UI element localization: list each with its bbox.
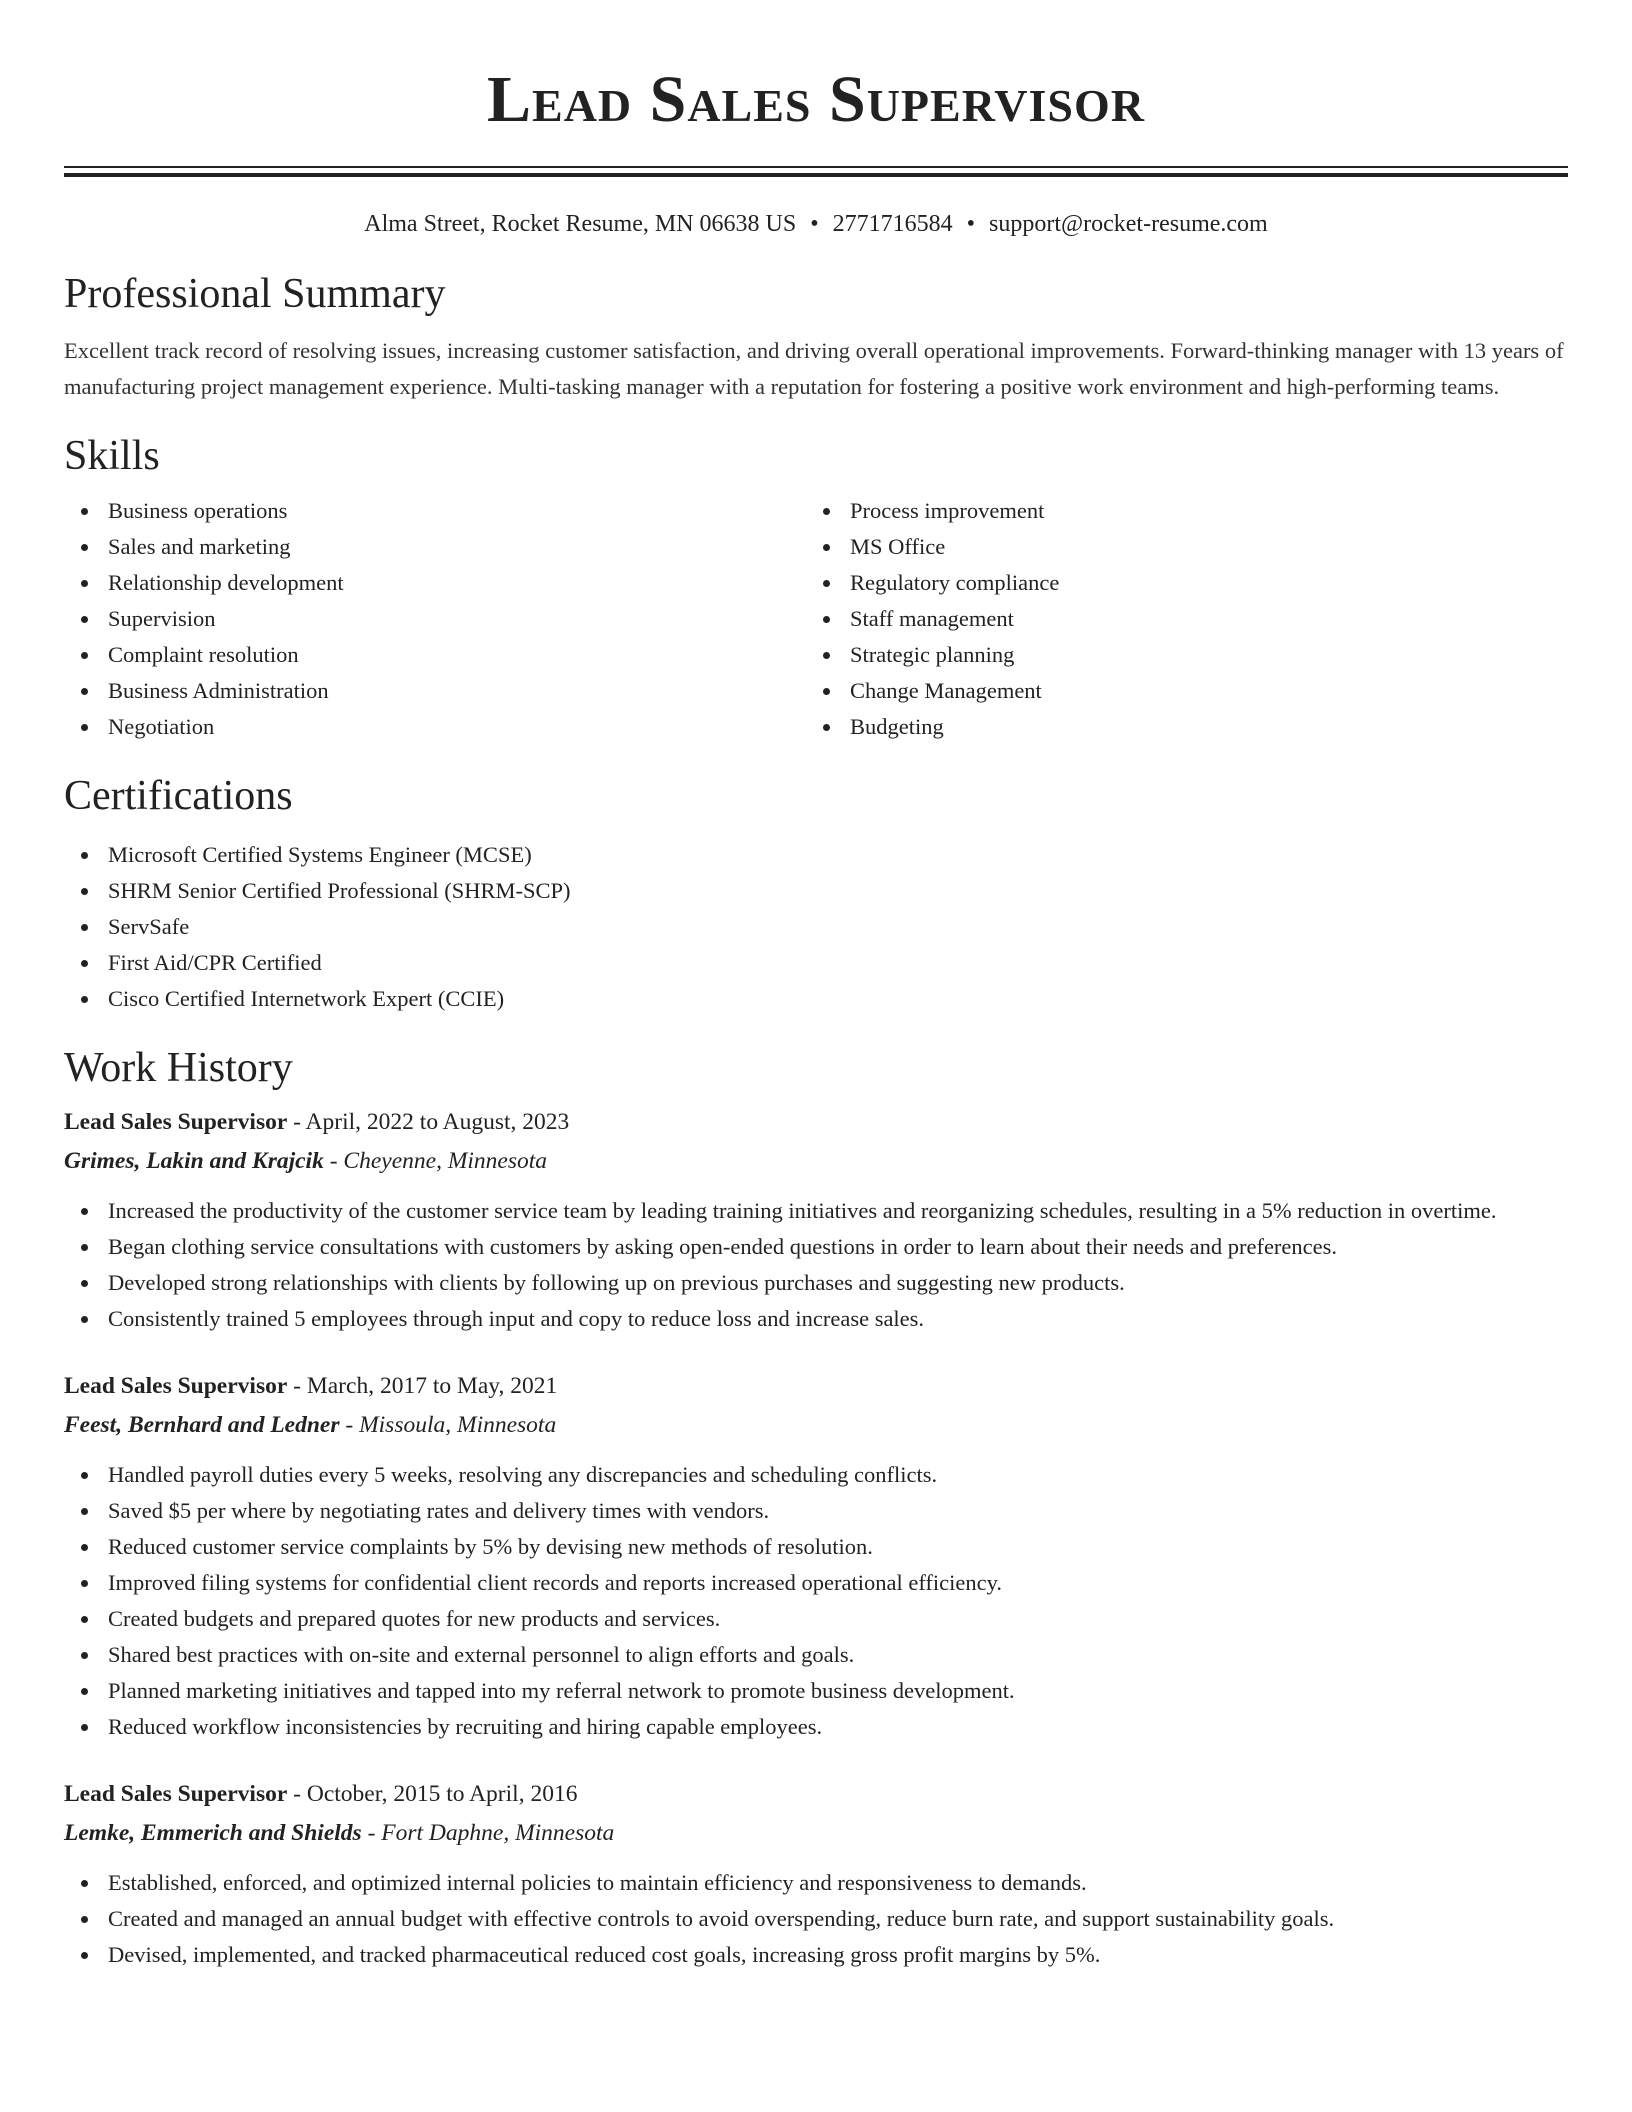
resume-page xyxy=(64,0,1568,1973)
header-rule-thick xyxy=(64,173,1568,177)
contact-phone: 2771716584 xyxy=(832,211,953,237)
certification-item: First Aid/CPR Certified xyxy=(64,945,1568,981)
skills-columns xyxy=(64,493,1568,745)
job-company: Grimes, Lakin and Krajcik xyxy=(64,1148,324,1174)
skills-list-left xyxy=(64,493,806,745)
contact-email[interactable]: support@rocket-resume.com xyxy=(989,211,1268,237)
skill-item: Staff management xyxy=(806,601,1548,637)
summary-heading: Professional Summary xyxy=(64,271,446,317)
skill-item: Negotiation xyxy=(64,709,806,745)
job-duty-item: Established, enforced, and optimized internal policies to maintain efficiency and responsiveness to demands. xyxy=(64,1865,1568,1901)
job-company: Feest, Bernhard and Ledner xyxy=(64,1412,340,1438)
work-history-heading: Work History xyxy=(64,1045,293,1091)
job-entry xyxy=(64,1367,1568,1745)
skill-item: Budgeting xyxy=(806,709,1548,745)
skill-item: Relationship development xyxy=(64,565,806,601)
summary-text: Excellent track record of resolving issues, increasing customer satisfaction, and driving overall operational improvements. Forward-thinking manager with 13 years of manufacturing project management experience. Multi-tasking manager with a reputation for fostering a positive work environment and high-performing teams. xyxy=(64,338,1564,399)
job-company-line xyxy=(64,1405,1568,1445)
job-duty-item: Devised, implemented, and tracked pharmaceutical reduced cost goals, increasing gross profit margins by 5%. xyxy=(64,1937,1568,1973)
job-duty-item: Created and managed an annual budget with effective controls to avoid overspending, reduce burn rate, and support sustainability goals. xyxy=(64,1901,1568,1937)
contact-line xyxy=(64,209,1568,239)
skills-heading: Skills xyxy=(64,433,160,479)
resume-title: Lead Sales Supervisor xyxy=(486,63,1146,136)
job-duty-item: Developed strong relationships with clients by following up on previous purchases and suggesting new products. xyxy=(64,1265,1568,1301)
skill-item: Business Administration xyxy=(64,673,806,709)
job-dates: - October, 2015 to April, 2016 xyxy=(287,1781,578,1807)
job-duty-item: Saved $5 per where by negotiating rates and delivery times with vendors. xyxy=(64,1493,1568,1529)
job-duty-item: Consistently trained 5 employees through input and copy to reduce loss and increase sales. xyxy=(64,1301,1568,1337)
job-location: - Fort Daphne, Minnesota xyxy=(361,1820,615,1846)
work-history-section xyxy=(64,1043,1568,1973)
job-location: - Missoula, Minnesota xyxy=(339,1412,557,1438)
certification-item: Cisco Certified Internetwork Expert (CCIE) xyxy=(64,981,1568,1017)
skill-item: Strategic planning xyxy=(806,637,1548,673)
job-header xyxy=(64,1367,1568,1405)
job-header xyxy=(64,1103,1568,1141)
contact-address: Alma Street, Rocket Resume, MN 06638 US xyxy=(364,211,797,237)
skill-item: Change Management xyxy=(806,673,1548,709)
job-dates: - March, 2017 to May, 2021 xyxy=(287,1373,558,1399)
job-title: Lead Sales Supervisor xyxy=(64,1781,288,1807)
job-duty-item: Handled payroll duties every 5 weeks, resolving any discrepancies and scheduling conflicts. xyxy=(64,1457,1568,1493)
skills-section xyxy=(64,431,1568,745)
job-title: Lead Sales Supervisor xyxy=(64,1373,288,1399)
job-duty-item: Shared best practices with on-site and external personnel to align efforts and goals. xyxy=(64,1637,1568,1673)
summary-section xyxy=(64,269,1568,405)
job-duties xyxy=(64,1457,1568,1745)
job-location: - Cheyenne, Minnesota xyxy=(323,1148,548,1174)
job-title: Lead Sales Supervisor xyxy=(64,1109,288,1135)
contact-separator: • xyxy=(966,211,976,237)
certification-item: Microsoft Certified Systems Engineer (MCSE) xyxy=(64,837,1568,873)
skill-item: Process improvement xyxy=(806,493,1548,529)
skills-list-right xyxy=(806,493,1548,745)
certifications-heading: Certifications xyxy=(64,773,293,819)
job-duty-item: Improved filing systems for confidential client records and reports increased operational efficiency. xyxy=(64,1565,1568,1601)
skill-item: Complaint resolution xyxy=(64,637,806,673)
job-duty-item: Increased the productivity of the customer service team by leading training initiatives and reorganizing schedules, resulting in a 5% reduction in overtime. xyxy=(64,1193,1568,1229)
job-entry xyxy=(64,1103,1568,1337)
skill-item: Supervision xyxy=(64,601,806,637)
job-company-line xyxy=(64,1141,1568,1181)
job-duties xyxy=(64,1865,1568,1973)
job-company-line xyxy=(64,1813,1568,1853)
job-duty-item: Planned marketing initiatives and tapped into my referral network to promote business development. xyxy=(64,1673,1568,1709)
skill-item: Sales and marketing xyxy=(64,529,806,565)
job-duties xyxy=(64,1193,1568,1337)
contact-separator: • xyxy=(810,211,819,237)
job-entry xyxy=(64,1775,1568,1973)
certification-item: ServSafe xyxy=(64,909,1568,945)
skill-item: Business operations xyxy=(64,493,806,529)
job-duty-item: Reduced customer service complaints by 5% by devising new methods of resolution. xyxy=(64,1529,1568,1565)
certifications-list xyxy=(64,837,1568,1017)
certifications-section xyxy=(64,771,1568,1017)
job-duty-item: Reduced workflow inconsistencies by recruiting and hiring capable employees. xyxy=(64,1709,1568,1745)
skill-item: MS Office xyxy=(806,529,1548,565)
job-company: Lemke, Emmerich and Shields xyxy=(64,1820,362,1846)
job-duty-item: Created budgets and prepared quotes for new products and services. xyxy=(64,1601,1568,1637)
skill-item: Regulatory compliance xyxy=(806,565,1548,601)
certification-item: SHRM Senior Certified Professional (SHRM-SCP) xyxy=(64,873,1568,909)
resume-header xyxy=(64,0,1568,239)
job-header xyxy=(64,1775,1568,1813)
job-dates: - April, 2022 to August, 2023 xyxy=(287,1109,570,1135)
job-duty-item: Began clothing service consultations with customers by asking open-ended questions in order to learn about their needs and preferences. xyxy=(64,1229,1568,1265)
header-rule-thin xyxy=(64,166,1568,168)
